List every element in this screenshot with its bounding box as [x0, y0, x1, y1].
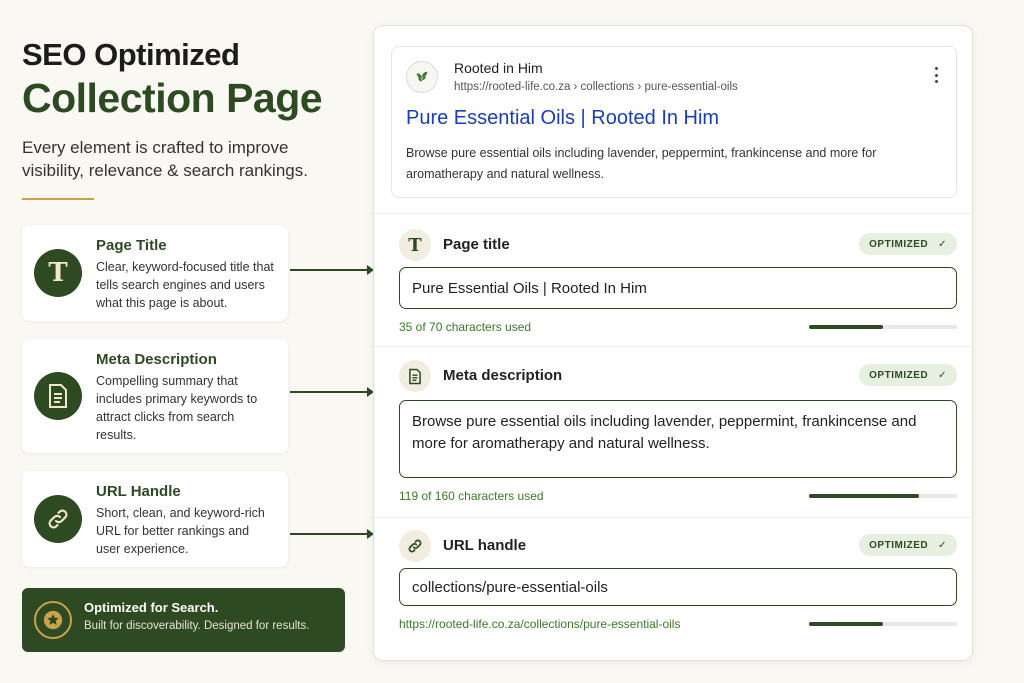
more-options-icon[interactable] [934, 67, 938, 83]
seo-panel [373, 25, 973, 661]
character-count: 119 of 160 characters used [399, 489, 544, 503]
divider [374, 346, 972, 347]
letter-t-icon: T [399, 229, 431, 261]
checkmark-icon: ✓ [938, 369, 947, 381]
banner-subtitle: Built for discoverability. Designed for results. [84, 620, 310, 632]
serp-site-name: Rooted in Him [454, 60, 543, 76]
badge-label: OPTIMIZED [869, 539, 929, 551]
search-result-preview [391, 46, 957, 198]
optimized-badge [859, 233, 957, 255]
document-icon [399, 360, 431, 392]
feature-desc: Compelling summary that includes primary keywords to attract clicks from search results. [96, 374, 258, 442]
optimized-badge [859, 534, 957, 556]
feature-desc: Short, clean, and keyword-rich URL for better rankings and user experience. [96, 506, 265, 556]
divider [374, 213, 972, 214]
progress-fill [809, 325, 883, 329]
headline-line2: Collection Page [22, 75, 323, 121]
connector-page-title [290, 269, 372, 271]
divider [374, 517, 972, 518]
connector-meta-description [290, 391, 372, 393]
optimized-badge [859, 364, 957, 386]
feature-card-meta-description [22, 339, 288, 453]
badge-label: OPTIMIZED [869, 238, 929, 250]
optimized-banner [22, 588, 345, 652]
feature-title: Page Title [96, 237, 167, 254]
progress-bar [809, 622, 957, 626]
serp-title-link[interactable]: Pure Essential Oils | Rooted In Him [406, 107, 720, 129]
progress-bar [809, 494, 957, 498]
accent-rule [22, 198, 94, 200]
feature-card-page-title [22, 225, 288, 321]
badge-label: OPTIMIZED [869, 369, 929, 381]
leaf-logo-icon [406, 61, 438, 93]
banner-title: Optimized for Search. [84, 600, 219, 615]
full-url-preview: https://rooted-life.co.za/collections/pure-essential-oils [399, 617, 681, 631]
star-icon [34, 601, 72, 639]
progress-fill [809, 494, 919, 498]
field-label: Page title [443, 236, 510, 253]
serp-description: Browse pure essential oils including lavender, peppermint, frankincense and more for aromatherapy and natural wellness. [406, 146, 877, 181]
letter-t-icon: T [34, 249, 82, 297]
feature-desc: Clear, keyword-focused title that tells search engines and users what this page is about. [96, 260, 274, 310]
meta-description-textarea[interactable]: Browse pure essential oils including lavender, peppermint, frankincense and more for aromatherapy and natural wellness. [399, 400, 957, 478]
checkmark-icon: ✓ [938, 539, 947, 551]
progress-fill [809, 622, 883, 626]
field-label: URL handle [443, 537, 527, 554]
page-title-input[interactable]: Pure Essential Oils | Rooted In Him [399, 267, 957, 309]
field-label: Meta description [443, 367, 563, 384]
serp-breadcrumb-url: https://rooted-life.co.za › collections › pure-essential-oils [454, 81, 738, 93]
feature-card-url-handle [22, 471, 288, 567]
character-count: 35 of 70 characters used [399, 320, 532, 334]
connector-url-handle [290, 533, 372, 535]
document-icon [34, 372, 82, 420]
progress-bar [809, 325, 957, 329]
feature-title: Meta Description [96, 351, 217, 368]
intro-text: Every element is crafted to improve visibility, relevance & search rankings. [22, 138, 308, 180]
feature-title: URL Handle [96, 483, 181, 500]
headline-line1: SEO Optimized [22, 37, 240, 72]
checkmark-icon: ✓ [938, 238, 947, 250]
intro-section [22, 36, 352, 200]
link-icon [399, 530, 431, 562]
link-icon [34, 495, 82, 543]
url-handle-input[interactable]: collections/pure-essential-oils [399, 568, 957, 606]
